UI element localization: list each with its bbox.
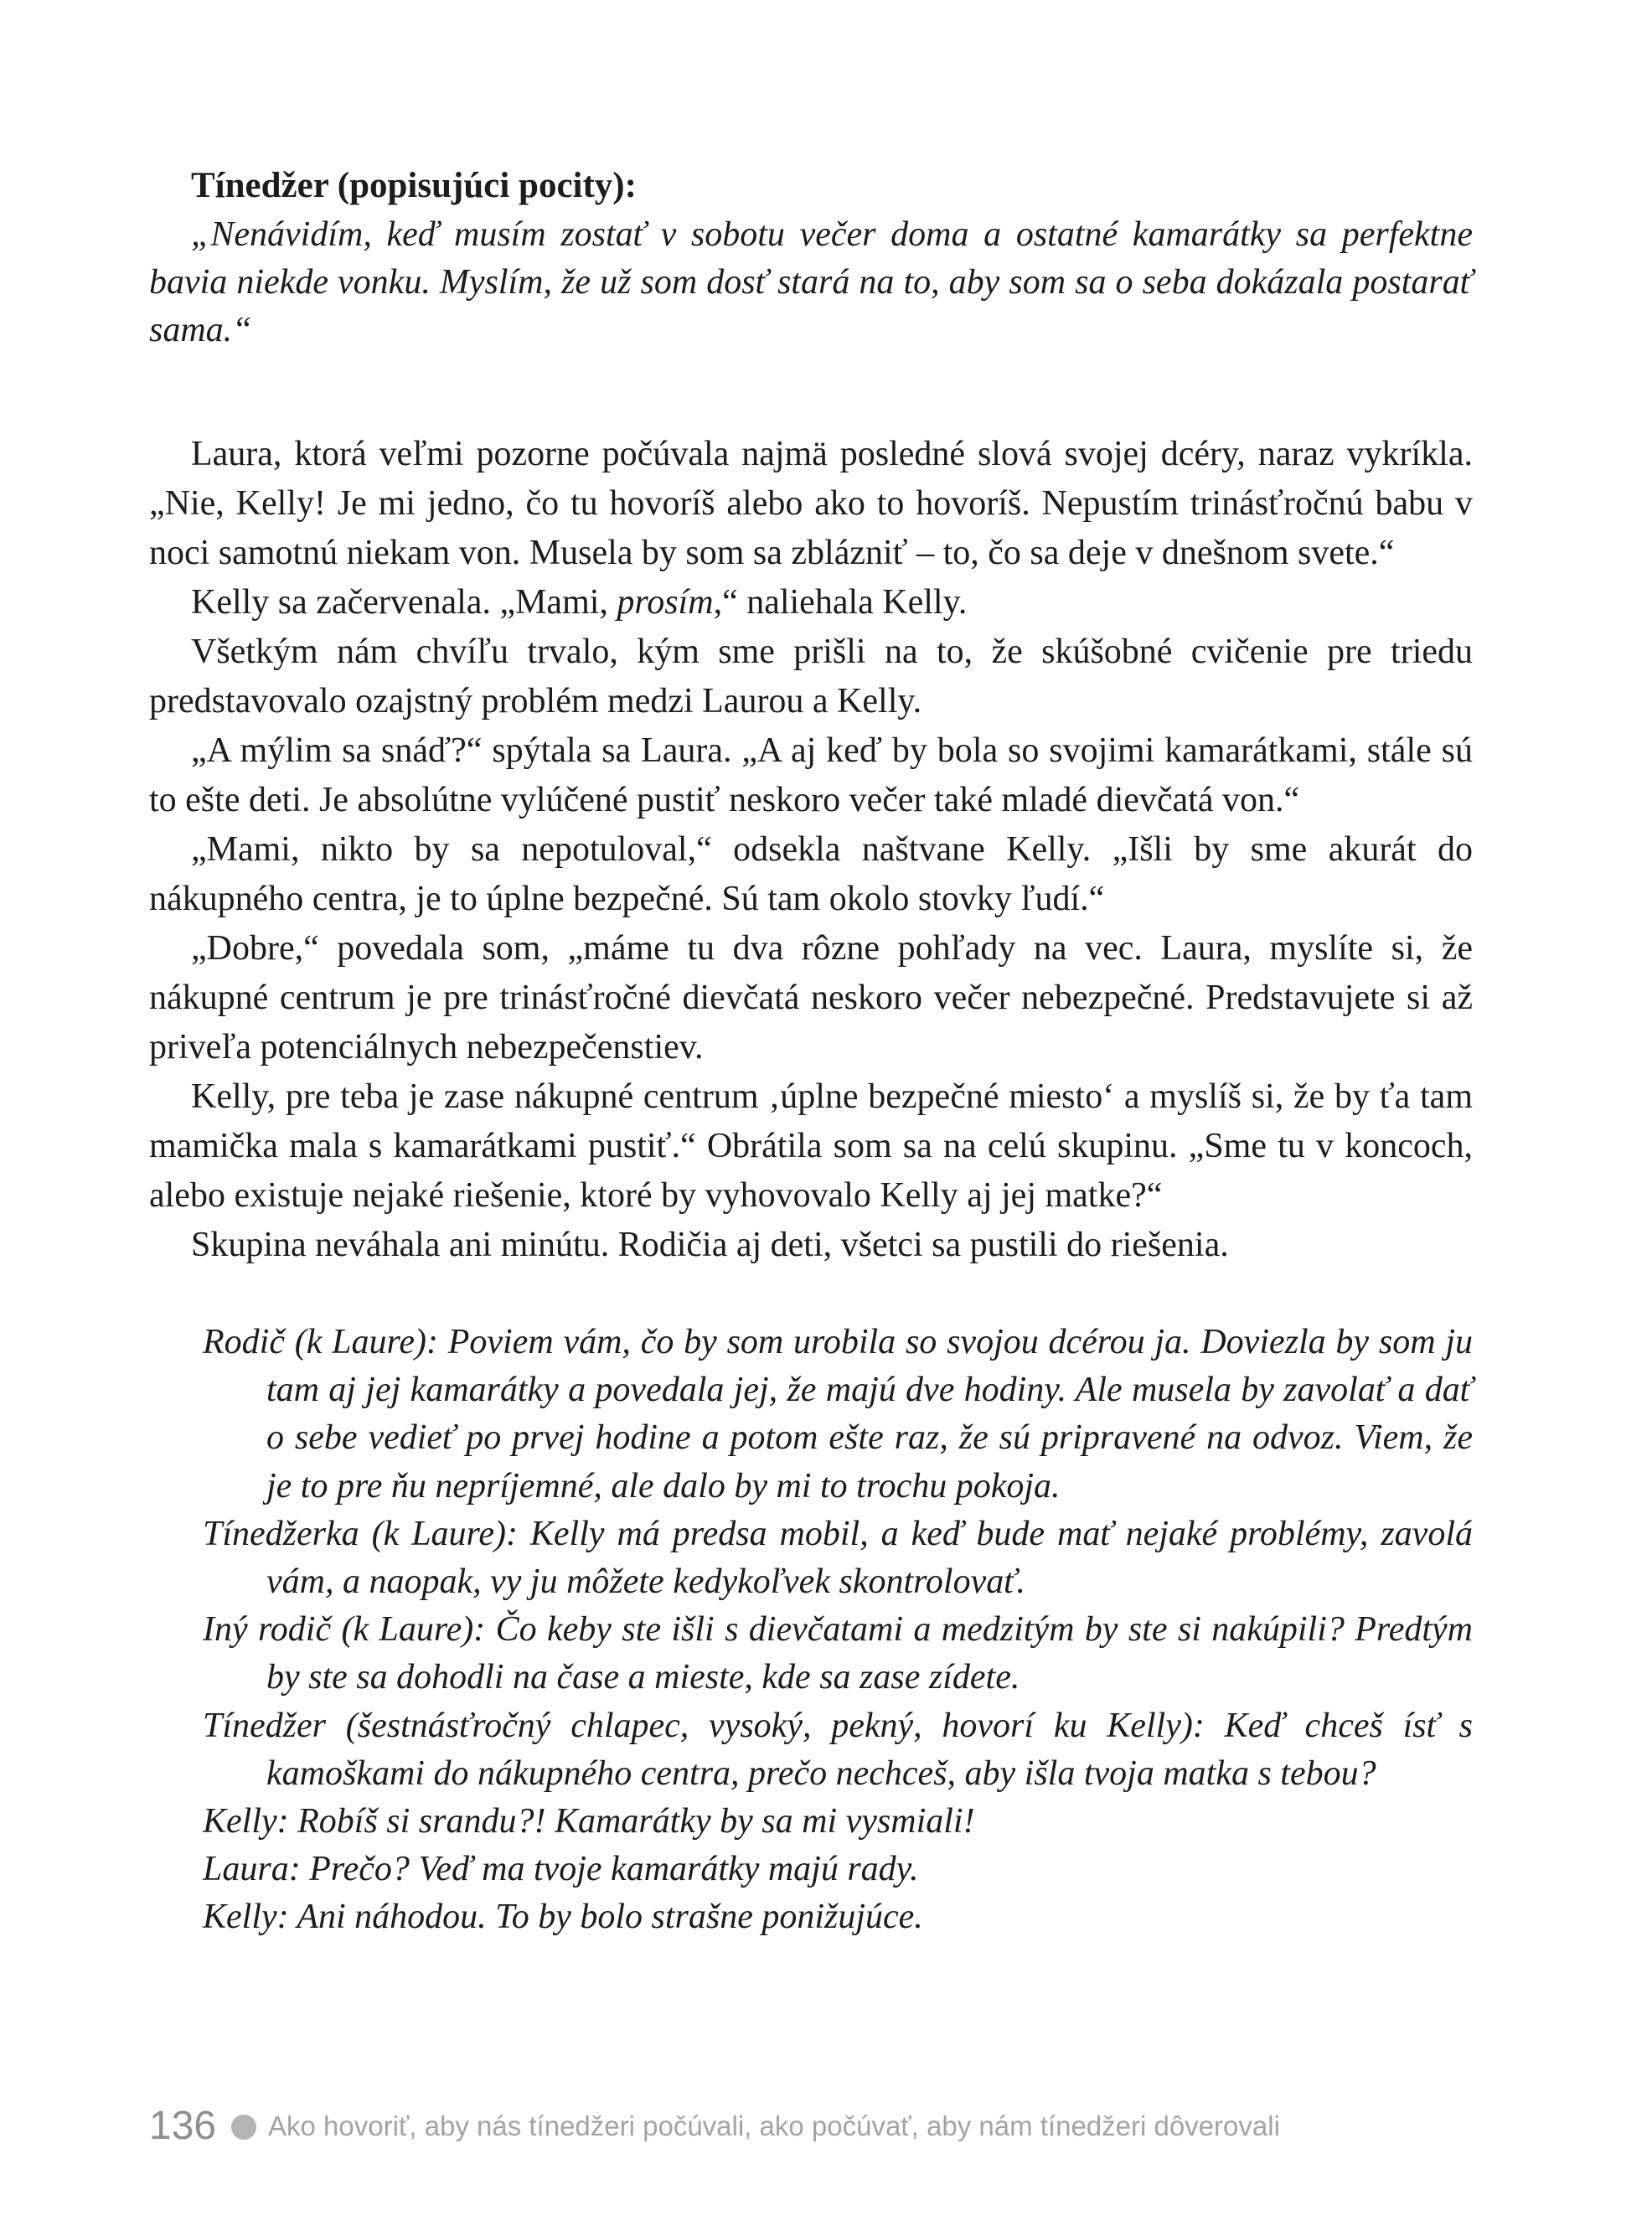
section-heading: Tínedžer (popisujúci pocity): xyxy=(191,166,637,205)
page-content xyxy=(149,161,1473,1942)
emphasis-text: prosím xyxy=(617,583,714,622)
paragraph: Laura, ktorá veľmi pozorne počúvala najmä posledné slová svojej dcéry, naraz vykríkla. „Nie, Kelly! Je mi jedno, čo tu hovoríš alebo ako to hovoríš. Nepustím trinásťročnú babu v noci samotnú niekam von. Musela by som sa zblázniť – to, čo sa deje v dnešnom svete.“ xyxy=(149,435,1473,572)
page-number: 136 xyxy=(149,2104,217,2148)
dialogue-line: Kelly: Ani náhodou. To by bolo strašne ponižujúce. xyxy=(203,1898,923,1937)
dialogue-line: Tínedžer (šestnásťročný chlapec, vysoký, pekný, hovorí ku Kelly): Keď chceš ísť s kamoškami do nákupného centra, prečo nechceš, aby išla tvoja matka s tebou? xyxy=(203,1706,1473,1793)
dialogue-line: Tínedžerka (k Laure): Kelly má predsa mobil, a keď bude mať nejaké problémy, zavolá vám, a naopak, vy ju môžete kedykoľvek skontrolovať. xyxy=(203,1514,1473,1602)
dialogue-line: Rodič (k Laure): Poviem vám, čo by som urobila so svojou dcérou ja. Doviezla by som ju tam aj jej kamarátky a povedala jej, že majú dve hodiny. Ale musela by zavolať a dať o sebe vedieť po prvej hodine a potom ešte raz, že sú pripravené na odvoz. Viem, že je to pre ňu nepríjemné, ale dalo by mi to trochu pokoja. xyxy=(203,1323,1473,1506)
paragraph: „Mami, nikto by sa nepotuloval,“ odsekla naštvane Kelly. „Išli by sme akurát do nákupného centra, je to úplne bezpečné. Sú tam okolo stovky ľudí.“ xyxy=(149,830,1473,918)
teen-quote: „Nenávidím, keď musím zostať v sobotu večer doma a ostatné kamarátky sa perfektne bavia niekde vonku. Myslím, že už som dosť stará na to, aby som sa o seba dokázala postarať sama.“ xyxy=(149,215,1473,349)
paragraph-text: Kelly sa začervenala. „Mami, xyxy=(191,583,617,622)
dialogue-line: Laura: Prečo? Veď ma tvoje kamarátky majú rady. xyxy=(203,1850,919,1889)
paragraph: „A mýlim sa snáď?“ spýtala sa Laura. „A aj keď by bola so svojimi kamarátkami, stále sú to ešte deti. Je absolútne vylúčené pustiť neskoro večer také mladé dievčatá von.“ xyxy=(149,731,1473,819)
narrative xyxy=(149,430,1473,1270)
paragraph: Skupina neváhala ani minútu. Rodičia aj deti, všetci sa pustili do riešenia. xyxy=(191,1226,1229,1264)
paragraph xyxy=(149,578,1473,628)
paragraph: „Dobre,“ povedala som, „máme tu dva rôzne pohľady na vec. Laura, myslíte si, že nákupné centrum je pre trinásťročné dievčatá neskoro večer nebezpečné. Predstavujete si až priveľa potenciálnych nebezpečenstiev. xyxy=(149,929,1473,1067)
bullet-dot-icon xyxy=(231,2115,256,2140)
running-book-title: Ako hovoriť, aby nás tínedžeri počúvali, ako počúvať, aby nám tínedžeri dôverovali xyxy=(268,2110,1280,2141)
dialogue-line: Kelly: Robíš si srandu?! Kamarátky by sa mi vysmiali! xyxy=(203,1802,975,1841)
paragraph-text: ,“ naliehala Kelly. xyxy=(713,583,968,622)
paragraph: Všetkým nám chvíľu trvalo, kým sme prišli na to, že skúšobné cvičenie pre triedu predstavovalo ozajstný problém medzi Laurou a Kelly. xyxy=(149,633,1473,720)
dialogue-line: Iný rodič (k Laure): Čo keby ste išli s dievčatami a medzitým by ste si nakúpili? Predtým by ste sa dohodli na čase a mieste, kde sa zase zídete. xyxy=(203,1610,1473,1697)
dialogue-list xyxy=(149,1319,1473,1942)
paragraph: Kelly, pre teba je zase nákupné centrum ‚úplne bezpečné miesto‘ a myslíš si, že by ťa tam mamička mala s kamarátkami pustiť.“ Obrátila som sa na celú skupinu. „Sme tu v koncoch, alebo existuje nejaké riešenie, ktoré by vyhovovalo Kelly aj jej matke?“ xyxy=(149,1077,1473,1215)
page-footer xyxy=(149,2101,1531,2151)
